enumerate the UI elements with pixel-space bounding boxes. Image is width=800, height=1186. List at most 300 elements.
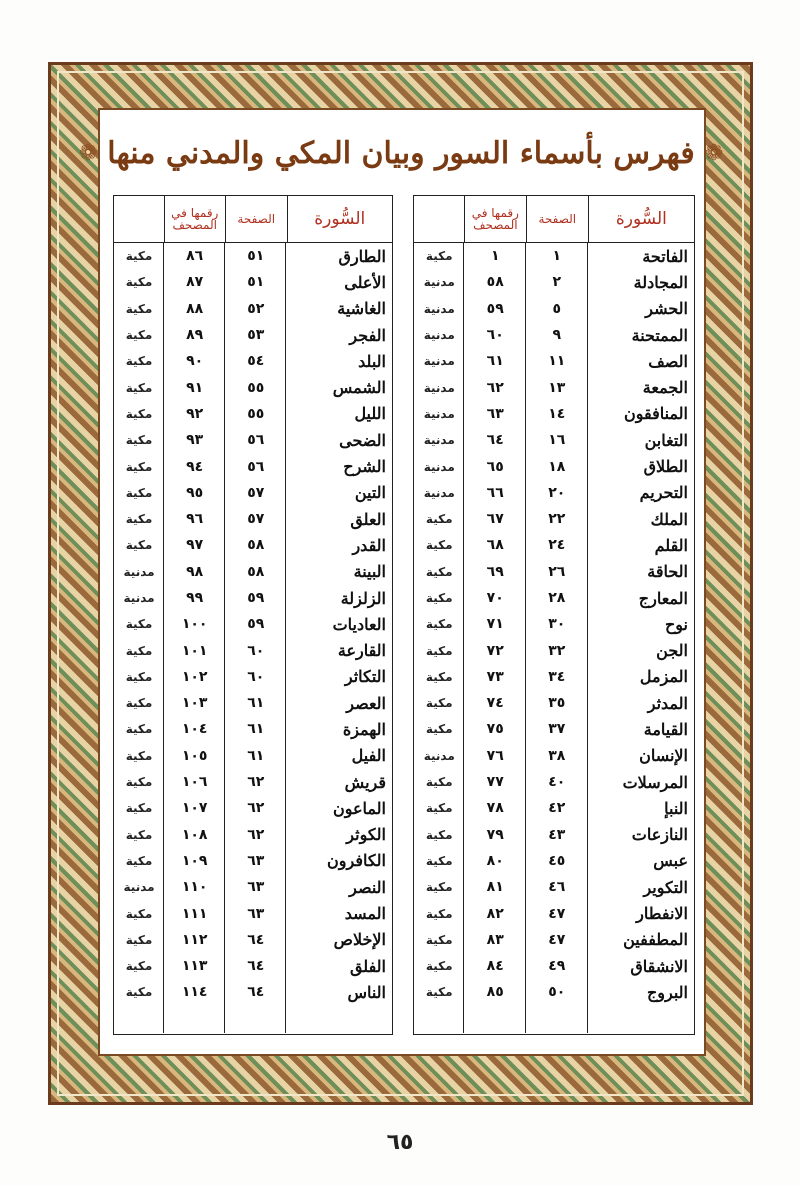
- number-cell: ١١٣: [181, 958, 208, 975]
- page-cell: ٥١: [247, 274, 265, 291]
- table-row: [114, 480, 392, 506]
- page-cell: ٦٢: [247, 800, 265, 817]
- table-row: [114, 532, 392, 558]
- type-cell: مكية: [425, 932, 453, 947]
- type-cell: مكية: [125, 827, 153, 842]
- surah-name: المزمل: [639, 667, 688, 687]
- surah-name: الصف: [648, 351, 688, 371]
- page-cell: ١٣: [548, 379, 566, 396]
- page-cell: ٤٠: [548, 774, 566, 791]
- page-cell: ١٦: [548, 432, 566, 449]
- number-cell: ١١٤: [181, 984, 208, 1001]
- number-cell: ١١٠: [181, 879, 208, 896]
- number-cell: ٩١: [186, 379, 204, 396]
- surah-name: البينة: [353, 562, 386, 582]
- number-cell: ٨٦: [186, 248, 204, 265]
- page-cell: ٤٧: [548, 905, 566, 922]
- surah-name: النازعات: [631, 825, 688, 845]
- page-cell: ٥٠: [548, 984, 566, 1001]
- type-cell: مكية: [425, 959, 453, 974]
- page-cell: ٥٢: [247, 300, 265, 317]
- surah-name: الأعلى: [344, 272, 386, 292]
- surah-name: الفلق: [349, 956, 386, 976]
- type-cell: مكية: [425, 538, 453, 553]
- type-cell: مكية: [425, 512, 453, 527]
- surah-name: المنافقون: [623, 404, 688, 424]
- page-cell: ٦٠: [247, 642, 265, 659]
- header-number: رقمها في المصحف: [464, 196, 526, 242]
- number-cell: ٨٥: [486, 984, 504, 1001]
- type-cell: مدنية: [423, 301, 455, 316]
- title-band: [78, 122, 724, 184]
- number-cell: ٦٥: [486, 458, 504, 475]
- table-row: [114, 848, 392, 874]
- type-cell: مكية: [425, 880, 453, 895]
- table-body: [114, 243, 392, 1033]
- type-cell: مدنية: [123, 880, 155, 895]
- table-row: [414, 900, 694, 926]
- table-header: [114, 196, 392, 243]
- type-cell: مكية: [125, 775, 153, 790]
- type-cell: مكية: [125, 459, 153, 474]
- page-cell: ٢٢: [548, 511, 566, 528]
- surah-name: الطلاق: [643, 457, 688, 477]
- type-cell: مكية: [125, 643, 153, 658]
- number-cell: ١٠٢: [181, 668, 208, 685]
- page-cell: ٥٩: [247, 590, 265, 606]
- table-row: [114, 401, 392, 427]
- surah-name: القارعة: [337, 641, 386, 661]
- type-cell: مدنية: [423, 275, 455, 290]
- page-cell: ٥٦: [247, 458, 265, 475]
- number-cell: ٩٥: [186, 484, 204, 501]
- number-cell: ٩٢: [186, 405, 204, 422]
- surah-name: النصر: [349, 877, 386, 897]
- page-cell: ٥٩: [247, 616, 265, 633]
- page-cell: ٤٣: [548, 826, 566, 843]
- page-cell: ٦٣: [247, 852, 265, 869]
- number-cell: ٧٦: [486, 747, 504, 764]
- table-row: [414, 296, 694, 322]
- left-ornament-icon: ❁: [78, 140, 98, 166]
- surah-name: البروج: [646, 982, 688, 1002]
- surah-name: التكوير: [643, 877, 688, 897]
- surah-name: الزلزلة: [340, 588, 386, 608]
- surah-name: الممتحنة: [631, 325, 688, 345]
- surah-name: الإنسان: [639, 746, 688, 766]
- table-row: [114, 611, 392, 637]
- type-cell: مكية: [425, 853, 453, 868]
- surah-name: البلد: [358, 351, 386, 371]
- table-row: [414, 664, 694, 690]
- table-row: [114, 559, 392, 585]
- type-cell: مكية: [125, 328, 153, 343]
- page-cell: ٥٧: [247, 484, 265, 501]
- surah-name: الجن: [656, 641, 688, 661]
- type-cell: مكية: [125, 249, 153, 264]
- number-cell: ٩٨: [186, 563, 204, 580]
- table-body: [414, 243, 694, 1033]
- number-cell: ١٠٧: [181, 800, 208, 817]
- number-cell: ٦١: [486, 353, 504, 370]
- surah-name: عبس: [653, 851, 688, 871]
- number-cell: ٦٢: [486, 379, 504, 396]
- number-cell: ٨٤: [486, 958, 504, 975]
- table-row: [114, 795, 392, 821]
- number-cell: ١٠٥: [181, 747, 208, 764]
- surah-name: الفاتحة: [642, 246, 688, 266]
- table-row: [114, 269, 392, 295]
- type-cell: مكية: [125, 406, 153, 421]
- table-row: [414, 506, 694, 532]
- number-cell: ٧١: [486, 616, 504, 633]
- table-row: [114, 585, 392, 611]
- table-row: [114, 743, 392, 769]
- type-cell: مكية: [125, 538, 153, 553]
- page-cell: ١١: [548, 353, 566, 370]
- surah-name: الإخلاص: [333, 930, 386, 950]
- page-cell: ٦٤: [247, 931, 265, 948]
- table-row: [114, 296, 392, 322]
- type-cell: مكية: [125, 906, 153, 921]
- surah-name: المجادلة: [633, 272, 688, 292]
- type-cell: مكية: [125, 669, 153, 684]
- table-row: [414, 953, 694, 979]
- number-cell: ٧٧: [486, 774, 504, 791]
- header-surah: السُّورة: [588, 196, 694, 242]
- page-cell: ٢٦: [548, 563, 566, 580]
- page-cell: ٦١: [247, 747, 265, 764]
- type-cell: مكية: [425, 801, 453, 816]
- surah-name: الجمعة: [642, 378, 688, 398]
- type-cell: مكية: [125, 275, 153, 290]
- page-cell: ٦١: [247, 695, 265, 712]
- type-cell: مكية: [425, 249, 453, 264]
- number-cell: ١١١: [181, 905, 208, 922]
- surah-index-table-left: [113, 195, 393, 1035]
- surah-name: الفجر: [349, 325, 386, 345]
- surah-name: الماعون: [332, 798, 386, 818]
- number-cell: ٧٨: [486, 800, 504, 817]
- page-cell: ٣٨: [548, 747, 566, 764]
- page-cell: ٤٩: [548, 958, 566, 975]
- page-cell: ٥٦: [247, 432, 265, 449]
- table-row: [414, 690, 694, 716]
- table-row: [414, 927, 694, 953]
- table-row: [414, 374, 694, 400]
- surah-name: النبإ: [664, 798, 688, 818]
- surah-name: التين: [354, 483, 386, 503]
- page-cell: ٥٥: [247, 379, 265, 396]
- surah-name: الحاقة: [647, 562, 688, 582]
- type-cell: مدنية: [423, 748, 455, 763]
- type-cell: مكية: [125, 985, 153, 1000]
- surah-name: الطارق: [338, 246, 386, 266]
- number-cell: ١٠١: [181, 642, 208, 659]
- type-cell: مكية: [125, 932, 153, 947]
- number-cell: ١: [490, 248, 500, 265]
- surah-name: الانفطار: [636, 904, 688, 924]
- number-cell: ٧٠: [486, 590, 504, 606]
- table-header: [414, 196, 694, 243]
- page-cell: ٤٥: [548, 852, 566, 869]
- type-cell: مكية: [125, 485, 153, 500]
- table-row: [414, 532, 694, 558]
- table-row: [114, 927, 392, 953]
- surah-index-table-right: [413, 195, 695, 1035]
- number-cell: ٨٢: [486, 905, 504, 922]
- table-row: [414, 322, 694, 348]
- surah-name: القدر: [352, 535, 386, 555]
- number-cell: ٦٤: [486, 432, 504, 449]
- table-row: [114, 322, 392, 348]
- surah-name: المطففين: [623, 930, 688, 950]
- table-row: [414, 559, 694, 585]
- surah-name: التغابن: [644, 430, 688, 450]
- page-cell: ٦٤: [247, 958, 265, 975]
- number-cell: ٧٣: [486, 668, 504, 685]
- table-row: [414, 979, 694, 1005]
- type-cell: مكية: [125, 354, 153, 369]
- table-row: [414, 743, 694, 769]
- page-cell: ٦٤: [247, 984, 265, 1001]
- page-cell: ٦٠: [247, 668, 265, 685]
- number-cell: ٦٧: [486, 511, 504, 528]
- table-row: [114, 900, 392, 926]
- number-cell: ٩٩: [186, 590, 204, 606]
- table-row: [414, 795, 694, 821]
- page-number: ٦٥: [386, 1130, 414, 1155]
- table-row: [114, 979, 392, 1005]
- number-cell: ٧٢: [486, 642, 504, 659]
- header-type: [114, 196, 164, 242]
- page-cell: ٣٧: [548, 721, 566, 738]
- table-row: [414, 874, 694, 900]
- number-cell: ٩٤: [186, 458, 204, 475]
- surah-name: التحريم: [639, 483, 688, 503]
- page-cell: ٣٤: [548, 668, 566, 685]
- right-ornament-icon: ❁: [704, 140, 724, 166]
- page-cell: ٦٣: [247, 905, 265, 922]
- type-cell: مكية: [125, 433, 153, 448]
- type-cell: مدنية: [123, 591, 155, 605]
- type-cell: مكية: [125, 853, 153, 868]
- number-cell: ٥٩: [486, 300, 504, 317]
- number-cell: ١٠٩: [181, 852, 208, 869]
- page-cell: ٤٦: [548, 879, 566, 896]
- type-cell: مكية: [125, 748, 153, 763]
- page-cell: ٢: [552, 274, 562, 291]
- page-cell: ٦٢: [247, 774, 265, 791]
- number-cell: ٦٣: [486, 405, 504, 422]
- number-cell: ١٠٨: [181, 826, 208, 843]
- table-row: [414, 848, 694, 874]
- number-cell: ٦٠: [486, 327, 504, 344]
- header-page: الصفحة: [225, 196, 287, 242]
- surah-name: المرسلات: [622, 772, 688, 792]
- surah-name: العصر: [346, 693, 386, 713]
- table-row: [414, 716, 694, 742]
- type-cell: مكية: [125, 301, 153, 316]
- table-row: [414, 611, 694, 637]
- surah-name: الليل: [354, 404, 386, 424]
- number-cell: ١٠٠: [181, 616, 208, 633]
- surah-name: التكاثر: [344, 667, 386, 687]
- surah-name: القيامة: [643, 719, 688, 739]
- page-cell: ٢٠: [548, 484, 566, 501]
- page-cell: ٦٢: [247, 826, 265, 843]
- table-row: [414, 453, 694, 479]
- surah-name: الكوثر: [346, 825, 386, 845]
- surah-name: قريش: [344, 772, 386, 792]
- number-cell: ٩٦: [186, 511, 204, 528]
- number-cell: ٦٩: [486, 563, 504, 580]
- page-cell: ١: [552, 248, 562, 265]
- type-cell: مكية: [425, 906, 453, 921]
- page-cell: ٢٤: [548, 537, 566, 554]
- page-cell: ٢٨: [548, 590, 566, 606]
- table-row: [114, 506, 392, 532]
- header-page: الصفحة: [526, 196, 588, 242]
- page-cell: ٣٠: [548, 616, 566, 633]
- surah-name: المعارج: [638, 588, 688, 608]
- type-cell: مكية: [125, 380, 153, 395]
- number-cell: ٦٦: [486, 484, 504, 501]
- page-cell: ٦٣: [247, 879, 265, 896]
- surah-name: المسد: [344, 904, 386, 924]
- surah-name: المدثر: [647, 693, 688, 713]
- table-row: [114, 874, 392, 900]
- type-cell: مكية: [425, 985, 453, 1000]
- type-cell: مكية: [425, 591, 453, 605]
- page-cell: ٥٨: [247, 537, 265, 554]
- type-cell: مكية: [425, 722, 453, 737]
- type-cell: مكية: [125, 617, 153, 632]
- surah-name: العلق: [350, 509, 386, 529]
- type-cell: مدنية: [423, 485, 455, 500]
- number-cell: ٨٩: [186, 327, 204, 344]
- type-cell: مكية: [425, 643, 453, 658]
- number-cell: ٨٧: [186, 274, 204, 291]
- type-cell: مكية: [125, 722, 153, 737]
- table-row: [114, 716, 392, 742]
- number-cell: ٥٨: [486, 274, 504, 291]
- type-cell: مكية: [425, 775, 453, 790]
- table-row: [414, 401, 694, 427]
- table-row: [414, 348, 694, 374]
- number-cell: ٦٨: [486, 537, 504, 554]
- type-cell: مكية: [125, 696, 153, 711]
- surah-name: الناس: [347, 982, 386, 1002]
- page-title: فهرس بأسماء السور وبيان المكي والمدني منها: [107, 135, 695, 171]
- type-cell: مدنية: [423, 433, 455, 448]
- number-cell: ٨٣: [486, 931, 504, 948]
- page-cell: ٥٥: [247, 405, 265, 422]
- surah-name: الغاشية: [337, 299, 386, 319]
- number-cell: ٨١: [486, 879, 504, 896]
- number-cell: ١٠٦: [181, 774, 208, 791]
- type-cell: مدنية: [423, 406, 455, 421]
- surah-name: الملك: [650, 509, 688, 529]
- page-cell: ١٨: [548, 458, 566, 475]
- table-row: [114, 822, 392, 848]
- type-cell: مكية: [425, 564, 453, 579]
- table-row: [414, 822, 694, 848]
- table-row: [114, 453, 392, 479]
- surah-name: الكافرون: [327, 851, 386, 871]
- number-cell: ١٠٣: [181, 695, 208, 712]
- surah-name: الفيل: [351, 746, 386, 766]
- number-cell: ٨٨: [186, 300, 204, 317]
- type-cell: مدنية: [423, 354, 455, 369]
- surah-name: الشمس: [332, 378, 386, 398]
- type-cell: مدنية: [123, 564, 155, 579]
- surah-name: الهمزة: [342, 719, 386, 739]
- surah-name: الحشر: [645, 299, 688, 319]
- page-cell: ٥٤: [247, 353, 265, 370]
- table-row: [414, 269, 694, 295]
- number-cell: ٩٣: [186, 432, 204, 449]
- surah-name: نوح: [664, 614, 688, 634]
- page-cell: ٦١: [247, 721, 265, 738]
- number-cell: ٩٧: [186, 537, 204, 554]
- number-cell: ٩٠: [186, 353, 204, 370]
- table-row: [114, 953, 392, 979]
- type-cell: مدنية: [423, 380, 455, 395]
- table-row: [414, 637, 694, 663]
- page-cell: ٥٧: [247, 511, 265, 528]
- type-cell: مدنية: [423, 328, 455, 343]
- table-row: [114, 243, 392, 269]
- table-row: [114, 769, 392, 795]
- page-cell: ٤٧: [548, 931, 566, 948]
- number-cell: ٧٩: [486, 826, 504, 843]
- type-cell: مدنية: [423, 459, 455, 474]
- table-row: [114, 374, 392, 400]
- number-cell: ٧٥: [486, 721, 504, 738]
- surah-name: القلم: [654, 535, 688, 555]
- page-cell: ٥٨: [247, 563, 265, 580]
- number-cell: ٨٠: [486, 852, 504, 869]
- page-cell: ٥٣: [247, 327, 265, 344]
- number-cell: ٧٤: [486, 695, 504, 712]
- type-cell: مكية: [125, 512, 153, 527]
- table-row: [114, 664, 392, 690]
- type-cell: مكية: [425, 669, 453, 684]
- surah-name: الانشقاق: [630, 956, 688, 976]
- page-cell: ٤٢: [548, 800, 566, 817]
- number-cell: ١١٢: [181, 931, 208, 948]
- type-cell: مكية: [425, 617, 453, 632]
- type-cell: مكية: [125, 959, 153, 974]
- header-number: رقمها في المصحف: [164, 196, 226, 242]
- type-cell: مكية: [425, 827, 453, 842]
- type-cell: مكية: [125, 801, 153, 816]
- table-row: [414, 585, 694, 611]
- page-cell: ٣٢: [548, 642, 566, 659]
- page-cell: ٥: [552, 300, 562, 317]
- number-cell: ١٠٤: [181, 721, 208, 738]
- type-cell: مكية: [425, 696, 453, 711]
- table-row: [414, 769, 694, 795]
- surah-name: الضحى: [339, 430, 386, 450]
- page-cell: ٣٥: [548, 695, 566, 712]
- header-type: [414, 196, 464, 242]
- page-cell: ٩: [552, 327, 562, 344]
- page-cell: ٥١: [247, 248, 265, 265]
- page-cell: ١٤: [548, 405, 566, 422]
- table-row: [114, 690, 392, 716]
